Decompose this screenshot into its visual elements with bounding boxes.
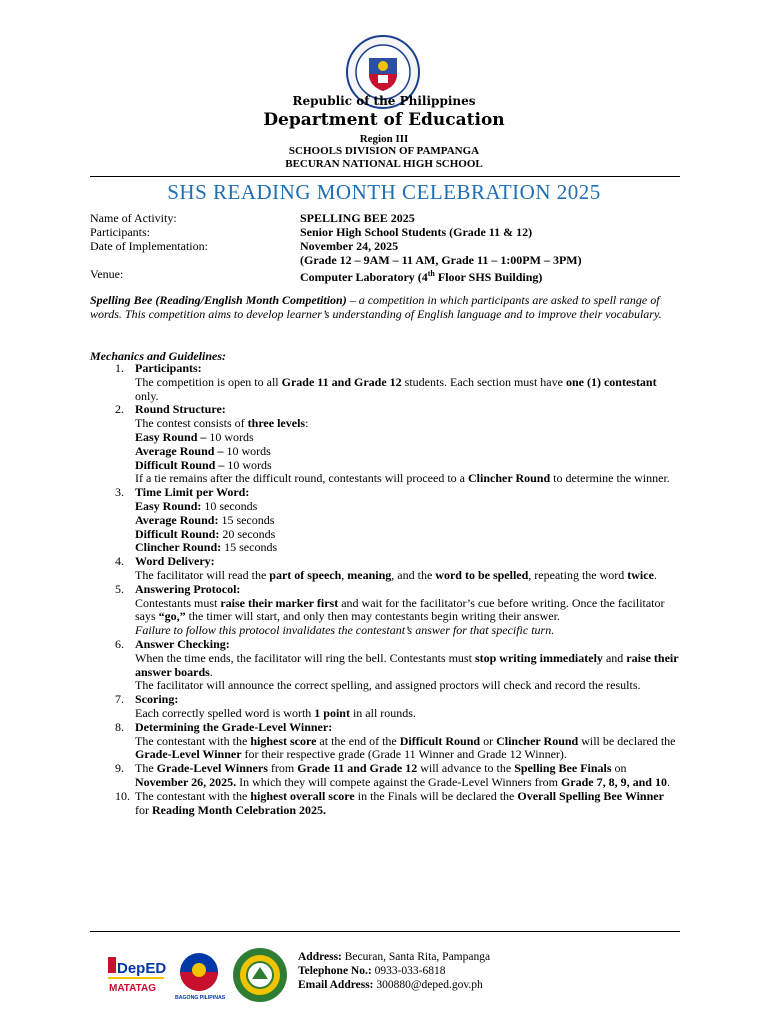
- department-name: Department of Education: [263, 110, 505, 130]
- participants-label: Participants:: [90, 225, 150, 239]
- svg-text:MATATAG: MATATAG: [109, 983, 157, 994]
- intro-paragraph: Spelling Bee (Reading/English Month Competition) – a competition in which participants are asked to spell range of words. This competition aims to develop learner’s understanding of English language and to improve their vocabulary.: [90, 293, 662, 321]
- venue-value: Computer Laboratory (4th Floor SHS Building): [300, 269, 543, 284]
- venue-label: Venue:: [90, 267, 124, 281]
- document-title: SHS READING MONTH CELEBRATION 2025: [167, 180, 601, 204]
- list-item: 10. The contestant with the highest overall score in the Finals will be declared the Overall Spelling Bee Winner for Reading Month Celebration 2025.: [115, 788, 664, 817]
- list-item: 5. Answering Protocol: Contestants must raise their marker first and wait for the facilitator’s cue before writing. Once the facilitator says “go,” the timer will start, and only then may contestants begin writing their answer. Failure to follow this protocol invalidates the contestant’s answer for that specific turn.: [115, 581, 665, 638]
- list-item: 2. Round Structure: The contest consists of three levels: Easy Round – 10 words Average Round – 10 words Difficult Round – 10 words If a tie remains after the difficult round, contestants will proceed to a Clincher Round to determine the winner.: [115, 402, 670, 486]
- list-item: 1. Participants: The competition is open to all Grade 11 and Grade 12 students. Each section must have one (1) contestant only.: [115, 361, 657, 403]
- activity-info: [90, 211, 690, 284]
- phone-value: 0933-033-6818: [371, 965, 446, 977]
- region-line: Region III: [359, 133, 409, 145]
- list-item: 9. The Grade-Level Winners from Grade 11 and Grade 12 will advance to the Spelling Bee Finals on November 26, 2025. In which they will compete against the Grade-Level Winners from Grade 7, 8, 9, and 10.: [115, 761, 670, 789]
- header-divider: [90, 176, 680, 177]
- date-value: November 24, 2025: [300, 239, 399, 253]
- republic-line: Republic of the Philippines: [292, 94, 476, 108]
- footer-divider: [90, 931, 680, 932]
- phone-label: Telephone No.:: [298, 965, 372, 977]
- school-line: BECURAN NATIONAL HIGH SCHOOL: [285, 158, 483, 170]
- list-item: 7. Scoring: Each correctly spelled word is worth 1 point in all rounds.: [115, 692, 416, 720]
- time-value: (Grade 12 – 9AM – 11 AM, Grade 11 – 1:00PM – 3PM): [300, 253, 582, 267]
- email-value: 300880@deped.gov.ph: [373, 979, 483, 991]
- email-label: Email Address:: [298, 979, 374, 991]
- list-item: 3. Time Limit per Word: Easy Round: 10 seconds Average Round: 15 seconds Difficult Round: 20 seconds Clincher Round: 15 seconds: [115, 485, 278, 555]
- mechanics-heading: Mechanics and Guidelines:: [90, 349, 227, 363]
- division-line: SCHOOLS DIVISION OF PAMPANGA: [288, 145, 480, 157]
- list-item: 4. Word Delivery: The facilitator will read the part of speech, meaning, and the word to be spelled, repeating the word twice.: [115, 554, 657, 582]
- svg-text:DepED: DepED: [117, 960, 166, 977]
- address-value: Becuran, Santa Rita, Pampanga: [341, 951, 491, 963]
- activity-value: SPELLING BEE 2025: [300, 211, 415, 225]
- bagong-pilipinas-logo-icon: [172, 951, 226, 1001]
- activity-label: Name of Activity:: [90, 211, 177, 225]
- list-item: 8. Determining the Grade-Level Winner: The contestant with the highest score at the end of the Difficult Round or Clincher Round will be declared the Grade-Level Winner for their respective grade (Grade 11 Winner and Grade 12 Winner).: [115, 719, 676, 762]
- participants-value: Senior High School Students (Grade 11 & 12): [300, 225, 533, 239]
- svg-text:BAGONG PILIPINAS: BAGONG PILIPINAS: [175, 995, 226, 1001]
- address-label: Address:: [298, 951, 342, 963]
- contact-info: [298, 950, 490, 992]
- guidelines-list: [90, 362, 680, 817]
- deped-matatag-logo-icon: [106, 953, 166, 999]
- school-seal-icon: [232, 947, 288, 1003]
- date-label: Date of Implementation:: [90, 239, 208, 253]
- list-item: 6. Answer Checking: When the time ends, the facilitator will ring the bell. Contestants must stop writing immediately and raise their answer boards. The facilitator will announce the correct spelling, and assigned proctors will check and record the results.: [115, 636, 679, 693]
